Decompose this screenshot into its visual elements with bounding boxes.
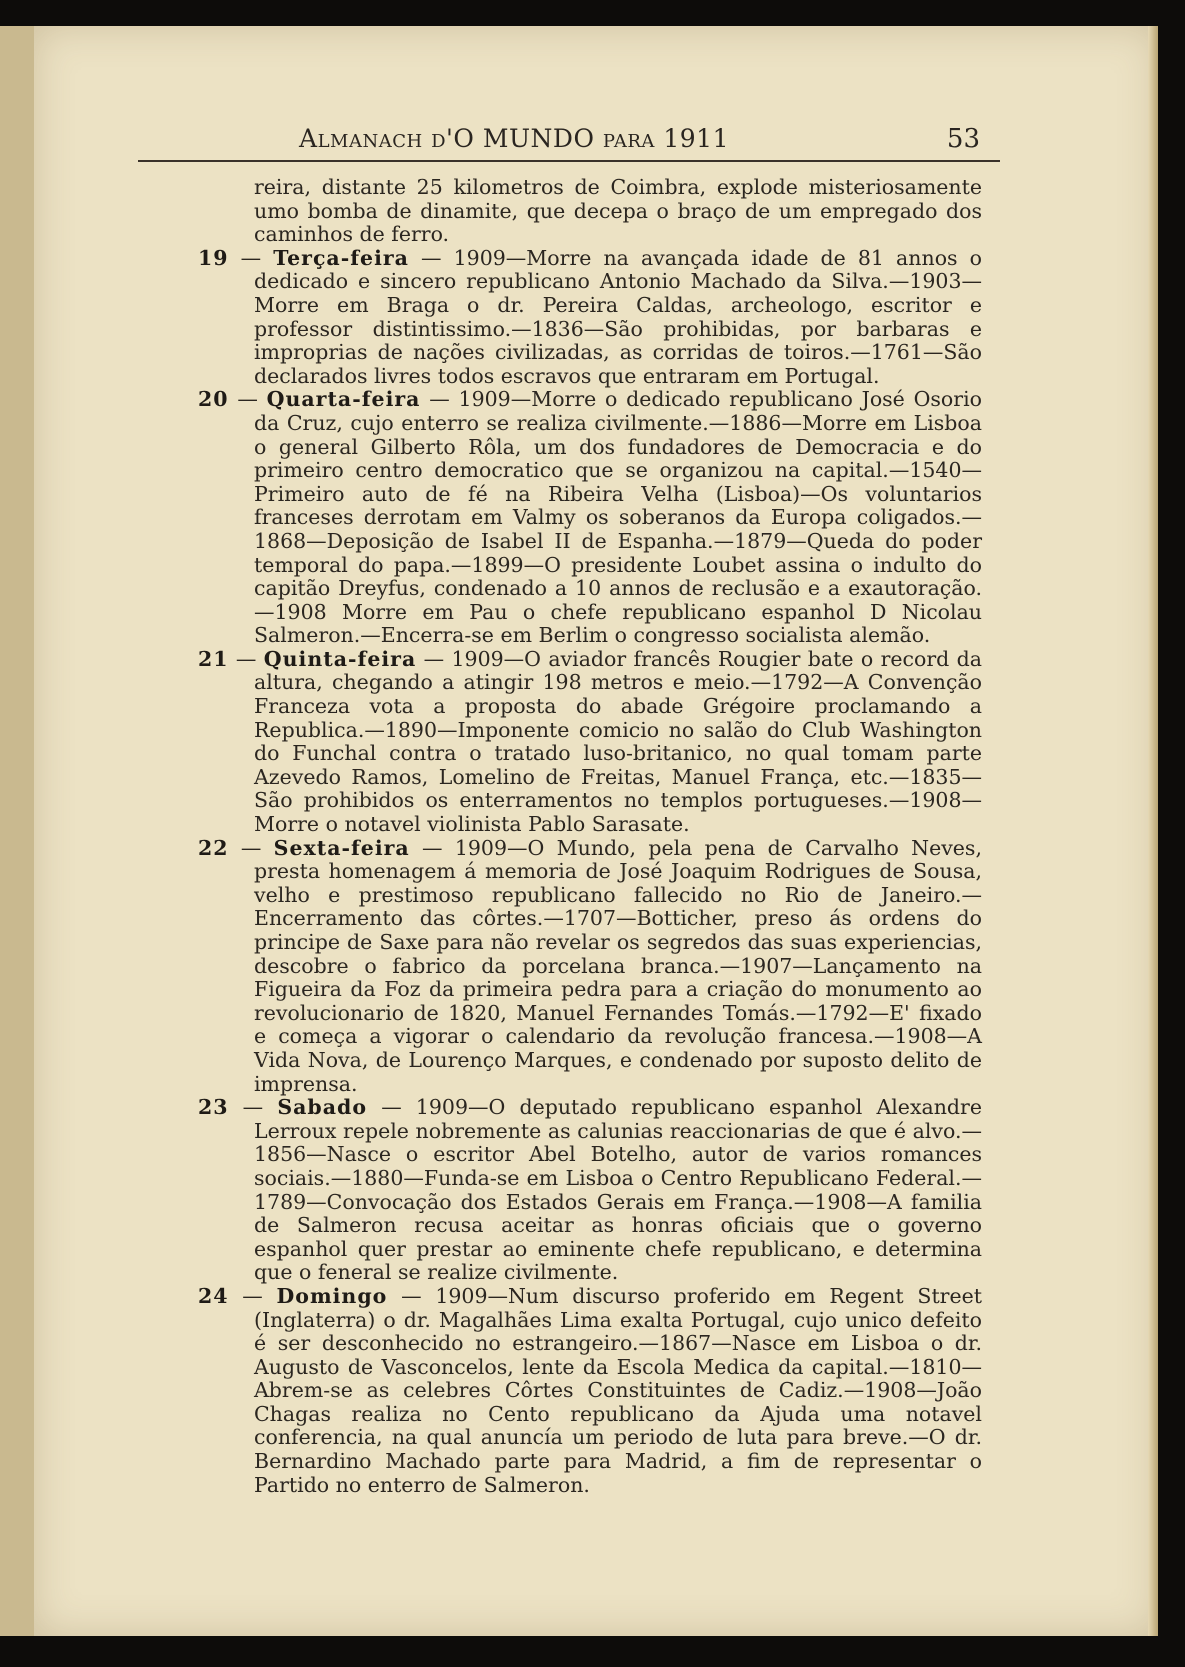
header-rule [138,160,1000,162]
page-number: 53 [946,124,980,154]
continuation-paragraph: reira, distante 25 kilometros de Coimbra, explode misteriosamente umo bomba de dinamite, que decepa o braço de um empregado dos caminhos de ferro. [254,175,982,247]
weekday-name: Sexta-feira [273,835,410,860]
day-number: 24 [198,1283,229,1308]
weekday-name: Sabado [277,1095,368,1120]
day-number: 19 [198,245,229,270]
weekday-name: Domingo [276,1283,388,1308]
weekday-name: Quinta-feira [263,646,417,671]
day-entry-24: 24 — Domingo — 1909—Num discurso proferido em Regent Street (Inglaterra) o dr. Magalhães Lima exalta Portugal, cujo unico defeito é ser desconhecido no estrangeiro.—1867—Nasce em Lisboa o dr. Augusto de Vasconcelos, lente da Escola Medica da capital.—1810—Abrem-se as celebres Côrtes Constituintes de Cadiz.—1908—João Chagas realiza no Cento republicano da Ajuda uma notavel conferencia, na qual anuncía um periodo de luta para breve.—O dr. Bernardino Machado parte para Madrid, a fim de representar o Partido no enterro de Salmeron. [198,1283,982,1497]
entry-text: 1909—O Mundo, pela pena de Carvalho Neves, presta homenagem á memoria de José Joaquim Rodrigues de Sousa, velho e prestimoso republicano fallecido no Rio de Janeiro.—Encerramento das côrtes.—1707—Botticher, preso ás ordens do principe de Saxe para não revelar os segredos das suas experiencias, descobre o fabrico da porcelana branca.—1907—Lançamento na Figueira da Foz da primeira pedra para a criação do monumento ao revolucionario de 1820, Manuel Fernandes Tomás.—1792—E' fixado e começa a vigorar o calendario da revolução francesa.—1908—A Vida Nova, de Lourenço Marques, e condenado por suposto delito de imprensa. [254,835,982,1096]
day-entry-20: 20 — Quarta-feira — 1909—Morre o dedicado republicano José Osorio da Cruz, cujo enterro se realiza civilmente.—1886—Morre em Lisboa o general Gilberto Rôla, um dos fundadores de Democracia e do primeiro centro democratico que se organizou na capital.—1540—Primeiro auto de fé na Ribeira Velha (Lisboa)—Os voluntarios franceses derrotam em Valmy os soberanos da Europa coligados.—1868—Deposição de Isabel II de Espanha.—1879—Queda do poder temporal do papa.—1899—O presidente Loubet assina o indulto do capitão Dreyfus, condenado a 10 annos de reclusão e a exautoração.—1908 Morre em Pau o chefe republicano espanhol D Nicolau Salmeron.—Encerra-se em Berlim o congresso socialista alemão. [198,387,982,648]
weekday-name: Quarta-feira [266,387,421,412]
day-entry-23: 23 — Sabado — 1909—O deputado republicano espanhol Alexandre Lerroux repele nobremente as calunias reaccionarias de que é alvo.—1856—Nasce o escritor Abel Botelho, autor de varios romances sociais.—1880—Funda-se em Lisboa o Centro Republicano Federal.—1789—Convocação dos Estados Gerais em França.—1908—A familia de Salmeron recusa aceitar as honras oficiais que o governo espanhol quer prestar ao eminente chefe republicano, e determina que o feneral se realize civilmente. [198,1095,982,1285]
day-number: 21 [198,646,229,671]
running-head [34,124,1158,164]
entry-text: 1909—O deputado republicano espanhol Alexandre Lerroux repele nobremente as calunias reaccionarias de que é alvo.—1856—Nasce o escritor Abel Botelho, autor de varios romances sociais.—1880—Funda-se em Lisboa o Centro Republicano Federal.—1789—Convocação dos Estados Gerais em França.—1908—A familia de Salmeron recusa aceitar as honras oficiais que o governo espanhol quer prestar ao eminente chefe republicano, e determina que o feneral se realize civilmente. [254,1095,982,1285]
almanac-body [198,176,982,1497]
entry-text: 1909—O aviador francês Rougier bate o record da altura, chegando a atingir 198 metros e meio.—1792—A Convenção Franceza vota a proposta do abade Grégoire proclamando a Republica.—1890—Imponente comicio no salão do Club Washington do Funchal contra o tratado luso-britanico, no qual tomam parte Azevedo Ramos, Lomelino de Freitas, Manuel França, etc.—1835—São prohibidos os enterramentos no templos portugueses.—1908—Morre o notavel violinista Pablo Sarasate. [254,646,982,837]
day-entry-19: 19 — Terça-feira — 1909—Morre na avançada idade de 81 annos o dedicado e sincero republicano Antonio Machado da Silva.—1903—Morre em Braga o dr. Pereira Caldas, archeologo, escritor e professor distintissimo.—1836—São prohibidas, por barbaras e improprias de nações civilizadas, as corridas de toiros.—1761—São declarados livres todos escravos que entraram em Portugal. [198,245,982,388]
entry-text: 1909—Morre na avançada idade de 81 annos o dedicado e sincero republicano Antonio Machado da Silva.—1903—Morre em Braga o dr. Pereira Caldas, archeologo, escritor e professor distintissimo.—1836—São prohibidas, por barbaras e improprias de nações civilizadas, as corridas de toiros.—1761—São declarados livres todos escravos que entraram em Portugal. [254,245,982,388]
entry-text: 1909—Num discurso proferido em Regent Street (Inglaterra) o dr. Magalhães Lima exalta Portugal, cujo unico defeito é ser desconhecido no estrangeiro.—1867—Nasce em Lisboa o dr. Augusto de Vasconcelos, lente da Escola Medica da capital.—1810—Abrem-se as celebres Côrtes Constituintes de Cadiz.—1908—João Chagas realiza no Cento republicano da Ajuda uma notavel conferencia, na qual anuncía um periodo de luta para breve.—O dr. Bernardino Machado parte para Madrid, a fim de representar o Partido no enterro de Salmeron. [254,1283,982,1497]
weekday-name: Terça-feira [273,245,409,270]
day-number: 20 [198,387,229,412]
book-page [34,26,1158,1636]
day-entry-22: 22 — Sexta-feira — 1909—O Mundo, pela pena de Carvalho Neves, presta homenagem á memoria de José Joaquim Rodrigues de Sousa, velho e prestimoso republicano fallecido no Rio de Janeiro.—Encerramento das côrtes.—1707—Botticher, preso ás ordens do principe de Saxe para não revelar os segredos das suas experiencias, descobre o fabrico da porcelana branca.—1907—Lançamento na Figueira da Foz da primeira pedra para a criação do monumento ao revolucionario de 1820, Manuel Fernandes Tomás.—1792—E' fixado e começa a vigorar o calendario da revolução francesa.—1908—A Vida Nova, de Lourenço Marques, e condenado por suposto delito de imprensa. [198,835,982,1096]
day-number: 22 [198,835,229,860]
running-head-title: Almanach d'O MUNDO para 1911 [299,124,729,153]
day-entry-21: 21 — Quinta-feira — 1909—O aviador francês Rougier bate o record da altura, chegando a atingir 198 metros e meio.—1792—A Convenção Franceza vota a proposta do abade Grégoire proclamando a Republica.—1890—Imponente comicio no salão do Club Washington do Funchal contra o tratado luso-britanico, no qual tomam parte Azevedo Ramos, Lomelino de Freitas, Manuel França, etc.—1835—São prohibidos os enterramentos no templos portugueses.—1908—Morre o notavel violinista Pablo Sarasate. [198,646,982,837]
page-edge [1148,26,1158,1636]
book-gutter [0,26,34,1636]
entry-text: 1909—Morre o dedicado republicano José Osorio da Cruz, cujo enterro se realiza civilmente.—1886—Morre em Lisboa o general Gilberto Rôla, um dos fundadores de Democracia e do primeiro centro democratico que se organizou na capital.—1540—Primeiro auto de fé na Ribeira Velha (Lisboa)—Os voluntarios franceses derrotam em Valmy os soberanos da Europa coligados.—1868—Deposição de Isabel II de Espanha.—1879—Queda do poder temporal do papa.—1899—O presidente Loubet assina o indulto do capitão Dreyfus, condenado a 10 annos de reclusão e a exautoração.—1908 Morre em Pau o chefe republicano espanhol D Nicolau Salmeron.—Encerra-se em Berlim o congresso socialista alemão. [254,387,982,648]
day-number: 23 [198,1095,229,1120]
